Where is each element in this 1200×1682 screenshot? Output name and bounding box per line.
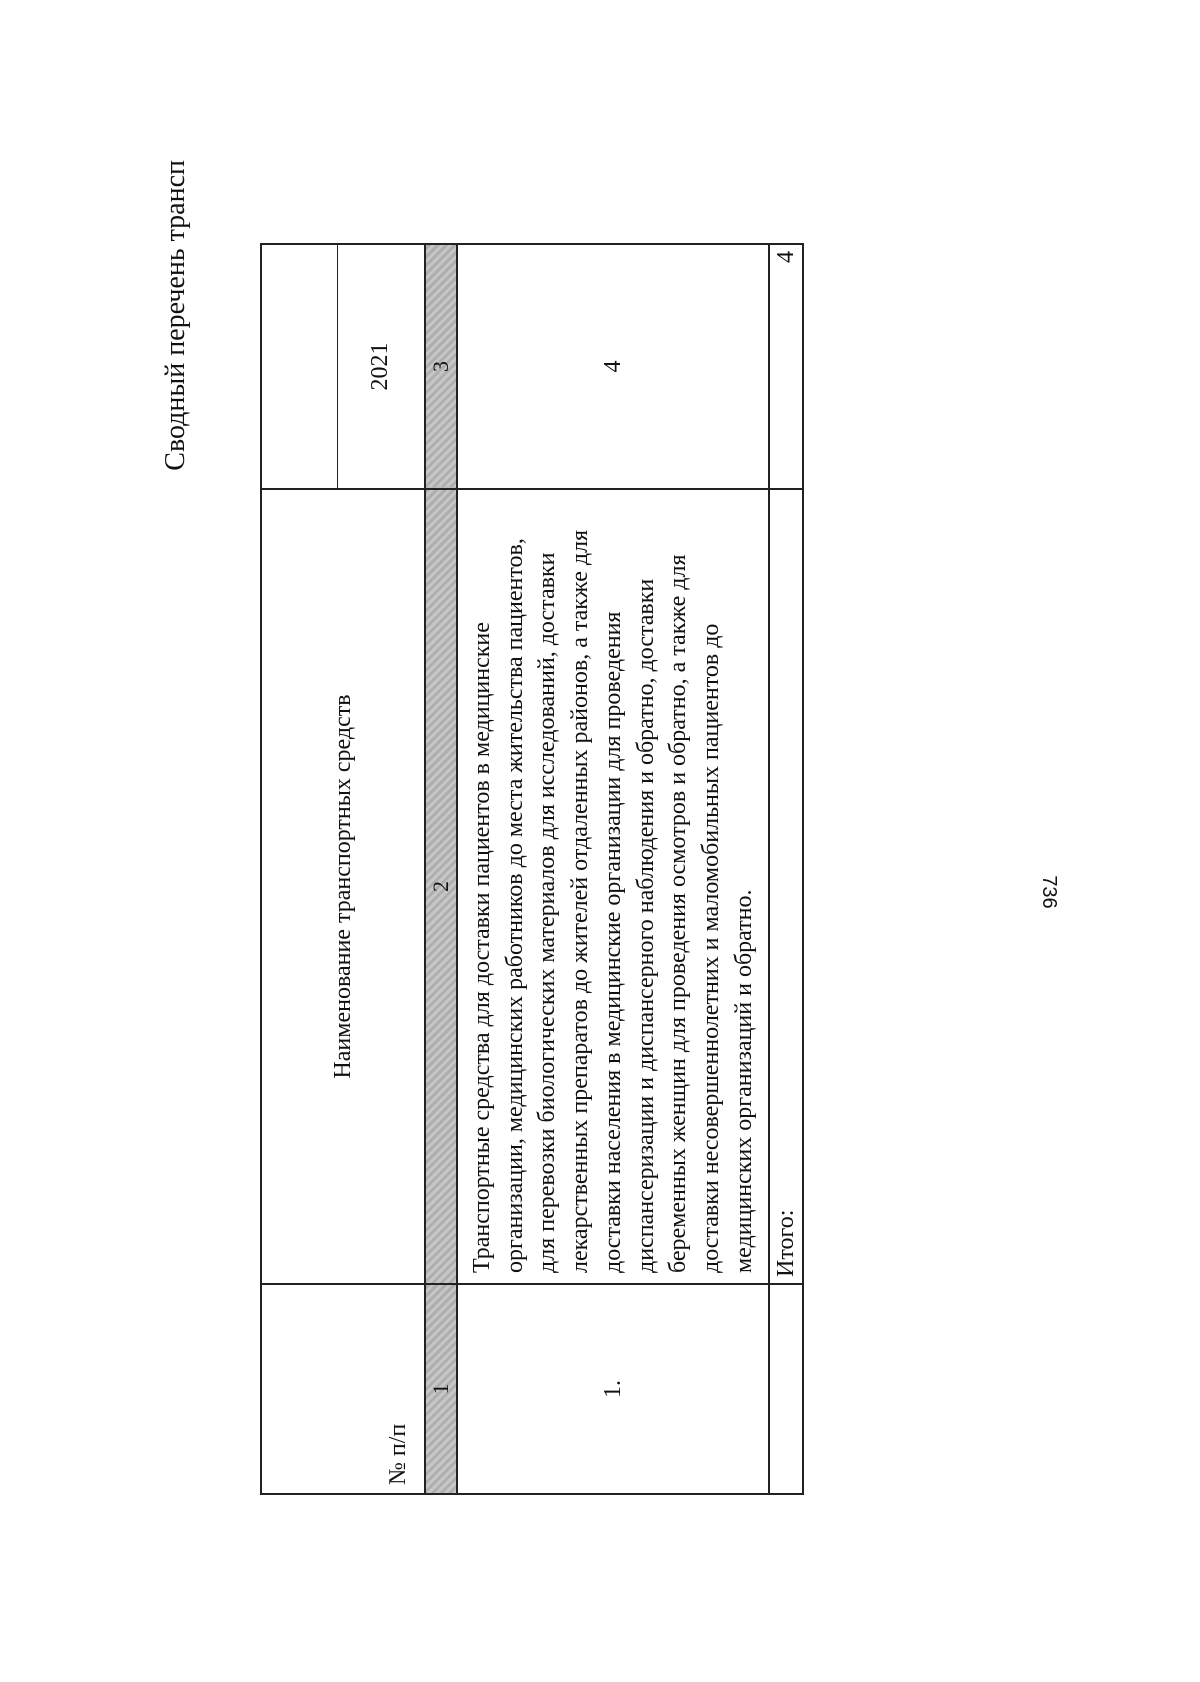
total-empty-cell [769,1284,803,1494]
column-number: 3 [425,244,457,489]
header-number: № п/п [261,1284,425,1494]
total-row [769,244,803,1494]
document-title: Сводный перечень трансп [160,160,191,471]
total-value: 4 [769,244,803,489]
total-label: Итого: [769,489,803,1284]
header-name: Наименование транспортных средств [261,489,425,1284]
rotated-page-content [160,150,980,1570]
column-number: 2 [425,489,457,1284]
transport-table [260,243,804,1495]
row-number: 1. [457,1284,769,1494]
header-row [261,244,337,1494]
column-numbers-row [425,244,457,1494]
row-count: 4 [457,244,769,489]
table-row [457,244,769,1494]
column-number: 1 [425,1284,457,1494]
header-year-group [261,244,337,489]
page-number: 736 [1038,875,1060,909]
header-year: 2021 [337,244,425,489]
row-name: Транспортные средства для доставки пациентов в медицинские организации, медицинских работников до места жительства пациентов, для перевозки биологических материалов для исследований, доставки лекарственных препаратов до жителей отдаленных районов, а также для доставки населения в медицинские организации для проведения диспансеризации и диспансерного наблюдения и обратно, доставки беременных женщин для проведения осмотров и обратно, а также для доставки несовершеннолетних и маломобильных пациентов до медицинских организаций и обратно. [457,489,769,1284]
